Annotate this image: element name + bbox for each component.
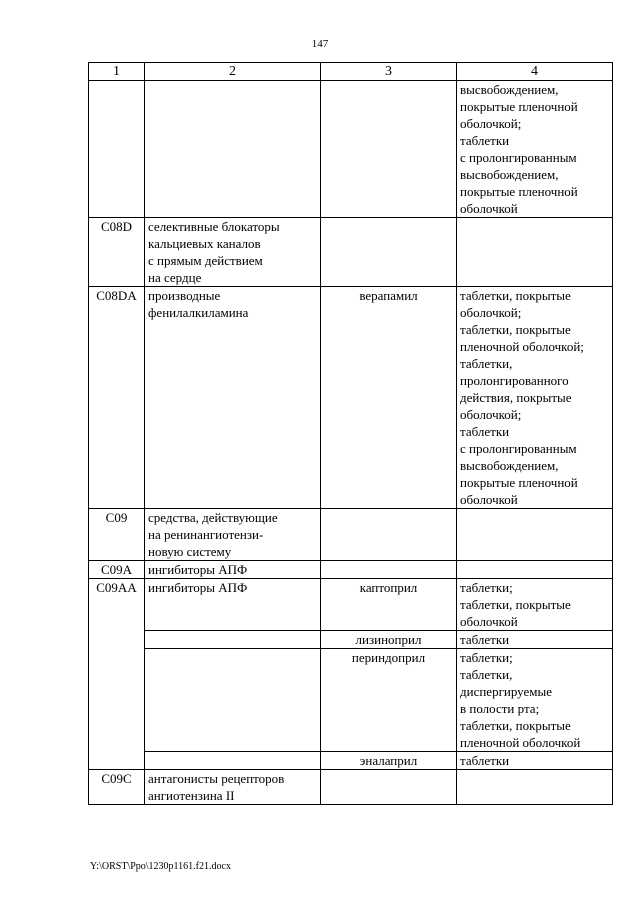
- atc-code-cell: C09AA: [89, 579, 145, 770]
- column-header: 3: [321, 63, 457, 81]
- group-name-cell: селективные блокаторы кальциевых каналов с прямым действием на сердце: [145, 218, 321, 287]
- dosage-form-cell: таблетки, покрытые оболочкой; таблетки, покрытые пленочной оболочкой; таблетки, пролонгированного действия, покрытые оболочкой; таблетки с пролонгированным высвобождением, покрытые пленочной оболочкой: [457, 287, 613, 509]
- table-row: [89, 561, 613, 579]
- column-header: 1: [89, 63, 145, 81]
- group-name-cell: [145, 752, 321, 770]
- drug-name-cell: [321, 509, 457, 561]
- drug-name-cell: [321, 561, 457, 579]
- atc-code-cell: C08D: [89, 218, 145, 287]
- atc-code-cell: C09: [89, 509, 145, 561]
- dosage-form-cell: высвобождением, покрытые пленочной оболочкой; таблетки с пролонгированным высвобождением, покрытые пленочной оболочкой: [457, 81, 613, 218]
- drug-name-cell: [321, 81, 457, 218]
- dosage-form-cell: [457, 218, 613, 287]
- drug-classification-table: [88, 62, 613, 805]
- table-header-row: [89, 63, 613, 81]
- group-name-cell: производные фенилалкиламина: [145, 287, 321, 509]
- dosage-form-cell: [457, 770, 613, 805]
- group-name-cell: ингибиторы АПФ: [145, 561, 321, 579]
- group-name-cell: [145, 631, 321, 649]
- table-row: [89, 81, 613, 218]
- group-name-cell: антагонисты рецепторов ангиотензина II: [145, 770, 321, 805]
- group-name-cell: [145, 81, 321, 218]
- group-name-cell: [145, 649, 321, 752]
- table-row: [89, 579, 613, 631]
- dosage-form-cell: таблетки: [457, 752, 613, 770]
- atc-code-cell: C09C: [89, 770, 145, 805]
- table-row: [89, 752, 613, 770]
- page-number: 147: [311, 38, 329, 50]
- dosage-form-cell: [457, 561, 613, 579]
- dosage-form-cell: таблетки: [457, 631, 613, 649]
- drug-name-cell: каптоприл: [321, 579, 457, 631]
- group-name-cell: ингибиторы АПФ: [145, 579, 321, 631]
- table-row: [89, 218, 613, 287]
- atc-code-cell: C09A: [89, 561, 145, 579]
- table-row: [89, 649, 613, 752]
- drug-name-cell: [321, 770, 457, 805]
- dosage-form-cell: [457, 509, 613, 561]
- drug-name-cell: верапамил: [321, 287, 457, 509]
- drug-name-cell: лизиноприл: [321, 631, 457, 649]
- table-row: [89, 631, 613, 649]
- atc-code-cell: [89, 81, 145, 218]
- table-row: [89, 287, 613, 509]
- table-row: [89, 770, 613, 805]
- dosage-form-cell: таблетки; таблетки, диспергируемые в полости рта; таблетки, покрытые пленочной оболочкой: [457, 649, 613, 752]
- atc-code-cell: C08DA: [89, 287, 145, 509]
- drug-name-cell: периндоприл: [321, 649, 457, 752]
- column-header: 4: [457, 63, 613, 81]
- column-header: 2: [145, 63, 321, 81]
- table-row: [89, 509, 613, 561]
- group-name-cell: средства, действующие на ренинангиотензи- новую систему: [145, 509, 321, 561]
- dosage-form-cell: таблетки; таблетки, покрытые оболочкой: [457, 579, 613, 631]
- drug-name-cell: эналаприл: [321, 752, 457, 770]
- drug-name-cell: [321, 218, 457, 287]
- document-footer-path: Y:\ORST\Ppo\1230p1161.f21.docx: [90, 861, 231, 872]
